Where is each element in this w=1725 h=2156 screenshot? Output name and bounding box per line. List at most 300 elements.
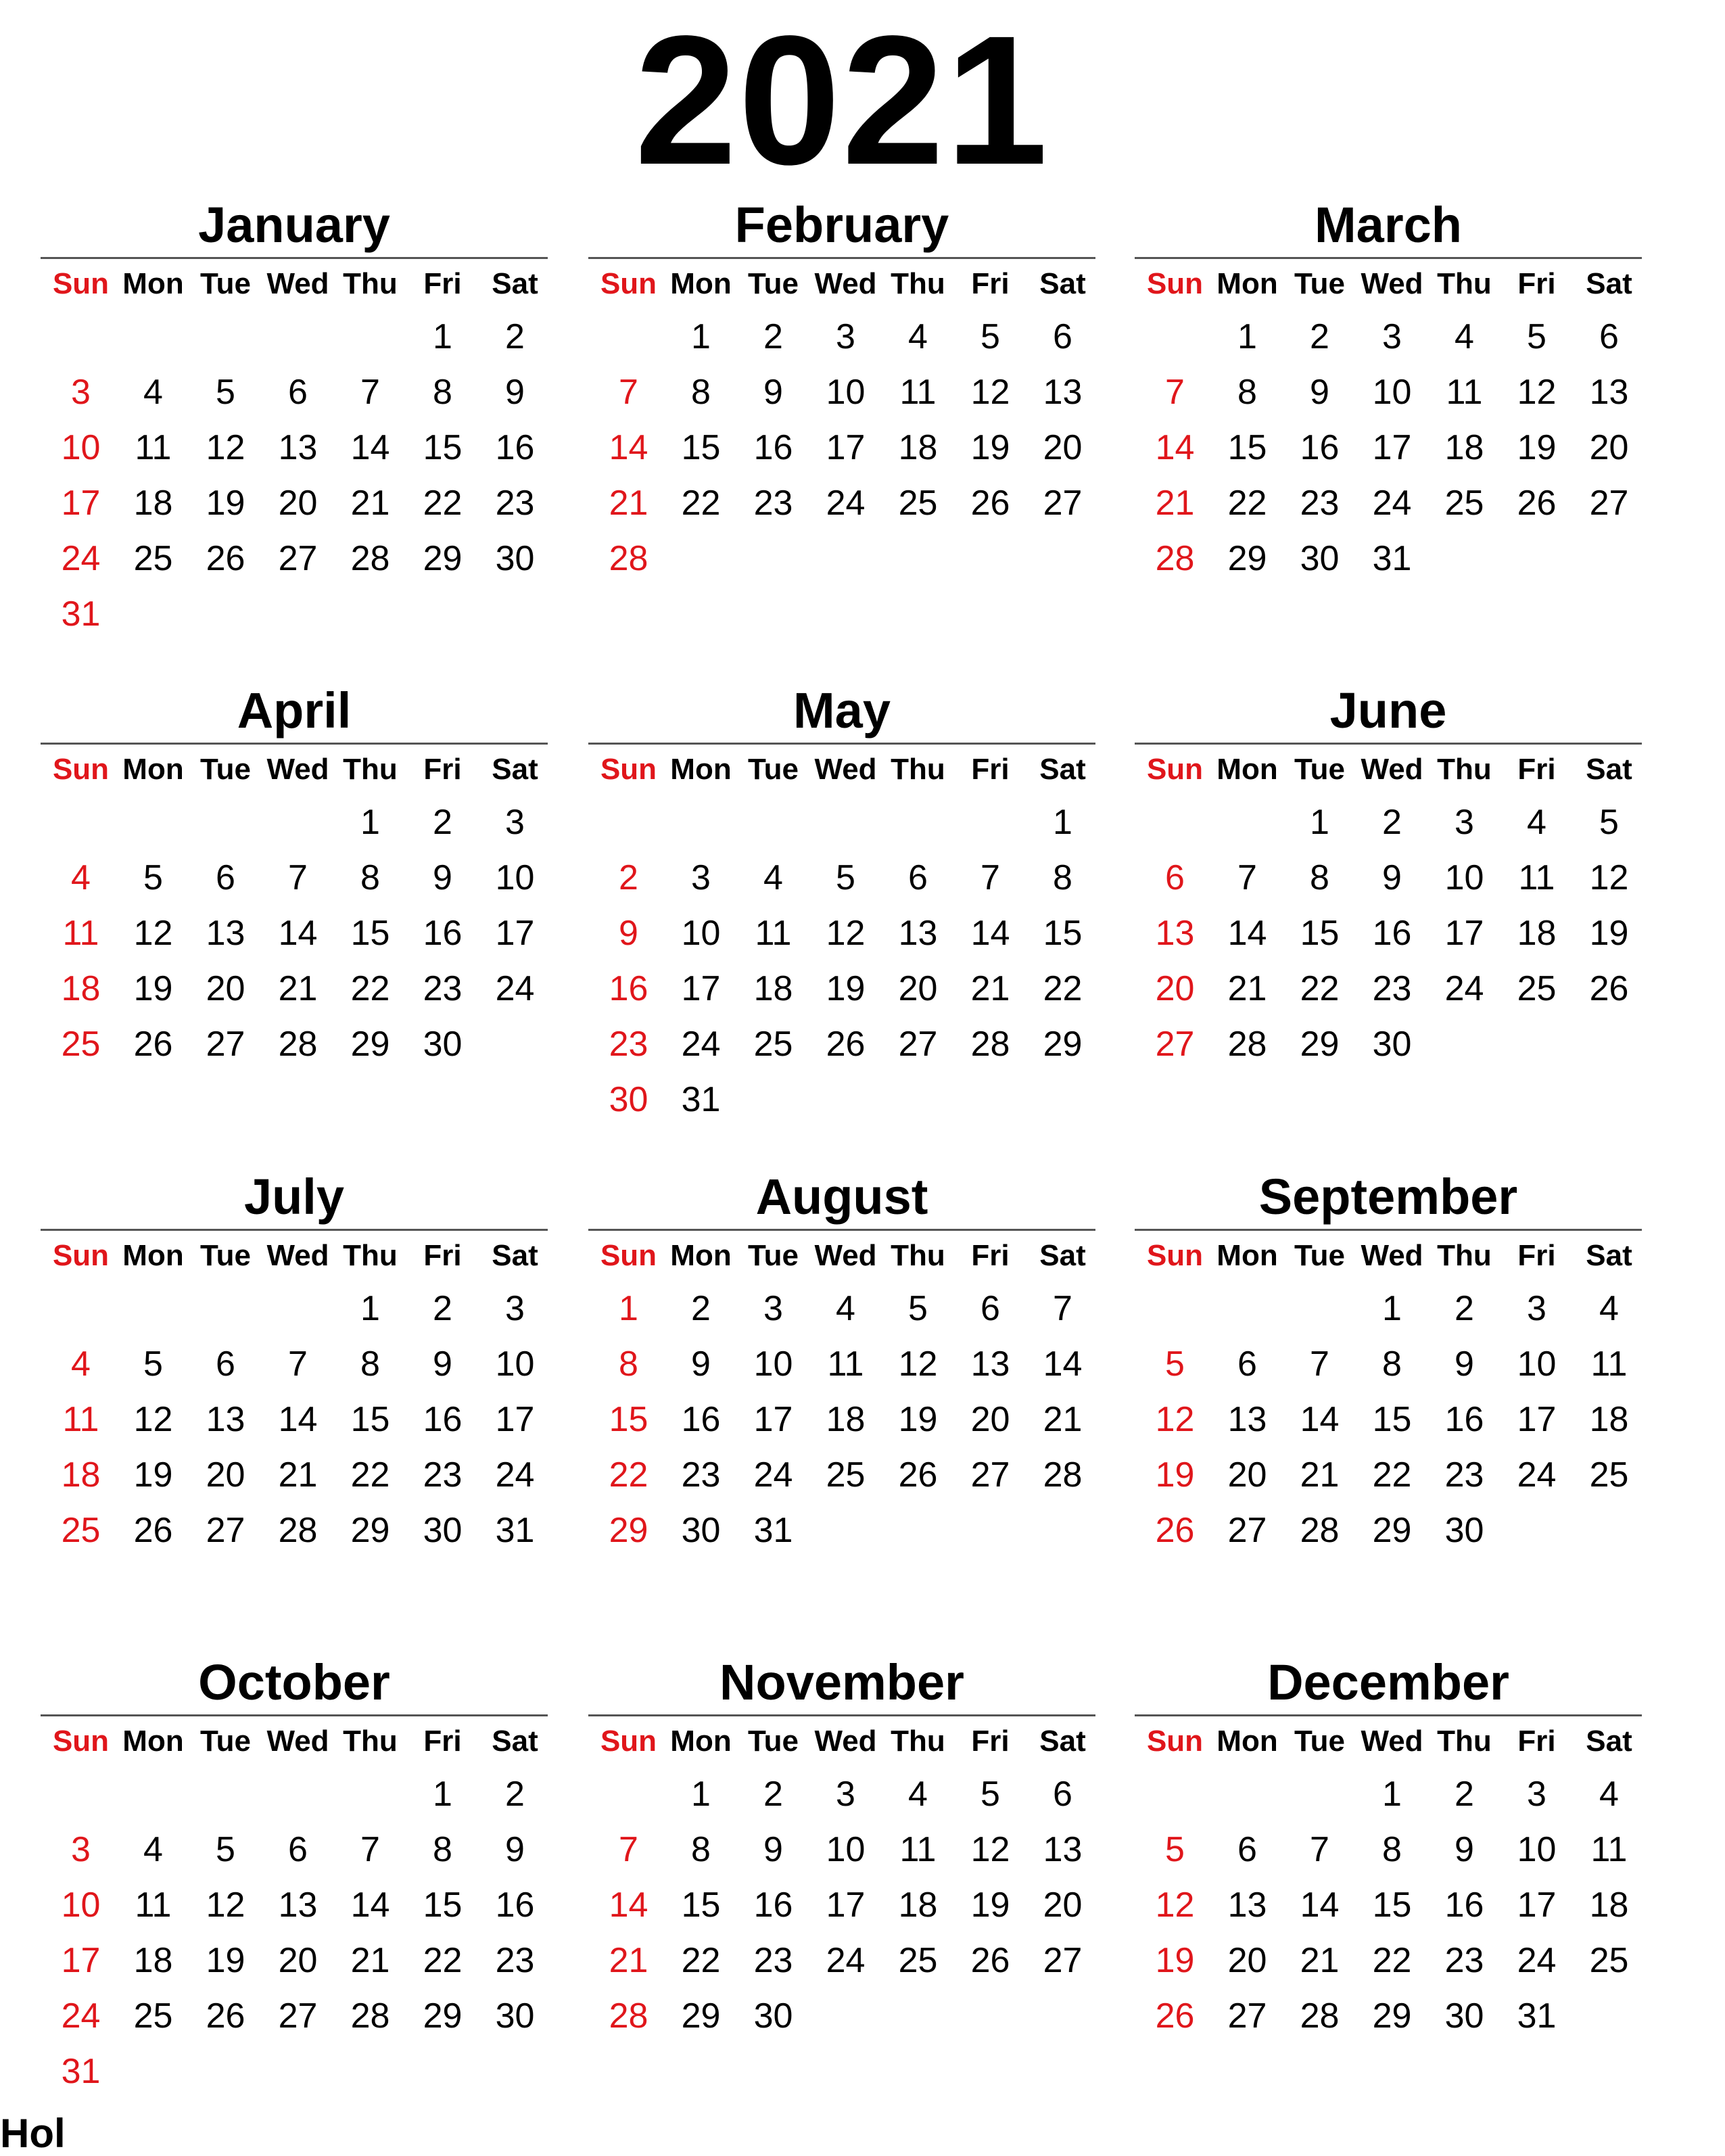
day-cell: 26 [898,1455,938,1495]
day-cell: 20 [278,484,318,523]
day-cell: 29 [423,539,463,578]
day-cell: 19 [970,428,1010,467]
day-cell: 14 [350,1885,390,1925]
day-cell: 20 [898,969,938,1008]
day-cell: 2 [505,1775,525,1814]
weekday-header: Tue [1294,1725,1345,1758]
day-cell: 3 [1527,1775,1546,1814]
day-cell: 20 [1227,1455,1267,1495]
empty-cell [1211,1766,1283,1822]
weekday-header: Thu [891,1239,945,1272]
day-cell: 5 [980,317,1000,356]
weekday-header: Fri [423,267,462,300]
day-cell: 13 [1043,373,1083,412]
month-name [41,1654,548,1716]
day-cell: 3 [1382,317,1402,356]
day-cell: 9 [505,373,525,412]
day-cell: 24 [681,1025,721,1064]
day-cell: 9 [433,858,452,897]
day-cell: 5 [1165,1830,1185,1869]
day-cell: 19 [1589,914,1629,953]
day-cell: 14 [970,914,1010,953]
day-cell: 10 [495,858,535,897]
empty-cell [117,1281,189,1336]
weekday-header: Fri [1517,1725,1556,1758]
day-cell: 3 [836,1775,855,1814]
weekday-header: Sat [1039,1239,1086,1272]
weekday-header: Thu [343,753,398,786]
day-cell: 9 [691,1344,711,1384]
day-cell: 15 [609,1400,648,1439]
empty-cell [262,1766,334,1822]
day-cell: 3 [763,1289,783,1328]
day-cell: 15 [423,1885,463,1925]
month-name [41,682,548,745]
day-cell: 2 [691,1289,711,1328]
month-name-label: August [755,1169,928,1225]
day-cell: 12 [970,373,1010,412]
day-cell: 2 [763,1775,783,1814]
day-cell: 21 [1300,1455,1340,1495]
day-cell: 11 [135,428,172,467]
weekday-header: Fri [1517,1239,1556,1272]
day-cell: 1 [619,1289,638,1328]
day-cell: 18 [753,969,793,1008]
empty-cell [45,1281,117,1336]
day-cell: 30 [681,1511,721,1550]
day-cell: 11 [827,1344,864,1384]
day-cell: 18 [1589,1885,1629,1925]
day-cell: 7 [1310,1830,1329,1869]
weekday-header: Wed [814,267,877,300]
weekday-header: Thu [343,1725,398,1758]
day-cell: 4 [1455,317,1474,356]
weekday-header: Sat [1039,267,1086,300]
weekday-header: Tue [748,753,799,786]
day-cell: 17 [61,484,101,523]
day-cell: 29 [1372,1996,1412,2036]
month-name [588,197,1095,259]
day-cell: 22 [681,484,721,523]
weekday-header: Wed [266,1725,329,1758]
day-cell: 5 [1527,317,1546,356]
month-name-label: December [1267,1654,1509,1710]
day-cell: 12 [1517,373,1557,412]
day-cell: 23 [681,1455,721,1495]
day-cell: 20 [970,1400,1010,1439]
day-cell: 11 [1590,1830,1628,1869]
day-cell: 24 [61,539,101,578]
day-cell: 22 [1372,1455,1412,1495]
day-cell: 18 [61,969,101,1008]
day-cell: 8 [619,1344,638,1384]
day-cell: 10 [1517,1344,1557,1384]
day-cell: 18 [1517,914,1557,953]
day-cell: 23 [423,969,463,1008]
day-cell: 11 [1590,1344,1628,1384]
day-cell: 29 [350,1511,390,1550]
day-cell: 29 [1300,1025,1340,1064]
day-cell: 3 [505,1289,525,1328]
weekday-header: Fri [423,1239,462,1272]
empty-cell [117,1766,189,1822]
day-cell: 1 [691,1775,711,1814]
day-cell: 4 [143,1830,163,1869]
month-name-label: September [1258,1169,1518,1225]
day-cell: 26 [1155,1996,1195,2036]
day-cell: 4 [908,1775,928,1814]
day-cell: 15 [681,428,721,467]
day-cell: 8 [1053,858,1072,897]
day-cell: 3 [691,858,711,897]
day-cell: 6 [1599,317,1619,356]
weekday-header: Sun [52,1725,110,1758]
day-cell: 10 [826,1830,866,1869]
day-cell: 14 [1155,428,1195,467]
day-cell: 15 [681,1885,721,1925]
day-cell: 30 [1444,1511,1484,1550]
day-cell: 4 [763,858,783,897]
weekday-header: Mon [670,1725,732,1758]
weekday-header: Tue [200,753,251,786]
day-cell: 14 [1043,1344,1083,1384]
day-cell: 21 [970,969,1010,1008]
day-cell: 11 [899,373,937,412]
day-cell: 17 [1444,914,1484,953]
day-grid [1139,1231,1642,1558]
weekday-header: Sun [600,1725,657,1758]
day-cell: 12 [826,914,866,953]
weekday-header: Sat [1586,267,1632,300]
weekday-header: Fri [971,267,1010,300]
day-cell: 4 [71,858,91,897]
weekday-header: Sun [52,753,110,786]
day-cell: 9 [1455,1830,1474,1869]
weekday-header: Wed [1361,267,1423,300]
day-cell: 17 [681,969,721,1008]
empty-cell [592,1766,665,1822]
empty-cell [45,795,117,850]
day-cell: 22 [1227,484,1267,523]
day-cell: 18 [1444,428,1484,467]
day-cell: 12 [1155,1400,1195,1439]
day-cell: 21 [1300,1941,1340,1980]
day-cell: 7 [288,858,308,897]
day-cell: 27 [278,1996,318,2036]
weekday-header: Tue [748,1725,799,1758]
day-cell: 12 [1589,858,1629,897]
day-cell: 30 [1372,1025,1412,1064]
day-cell: 6 [1165,858,1185,897]
day-cell: 3 [836,317,855,356]
day-cell: 7 [1310,1344,1329,1384]
month-name-label: June [1329,682,1447,739]
day-cell: 4 [1527,803,1546,842]
day-cell: 7 [980,858,1000,897]
day-cell: 31 [1372,539,1412,578]
day-cell: 8 [360,858,380,897]
day-cell: 16 [423,914,463,953]
day-cell: 28 [1300,1511,1340,1550]
day-cell: 19 [206,1941,245,1980]
day-cell: 19 [133,969,173,1008]
day-grid [592,1231,1095,1558]
empty-cell [45,1766,117,1822]
day-cell: 25 [133,1996,173,2036]
month-name [41,1169,548,1231]
day-cell: 8 [1382,1830,1402,1869]
empty-cell [334,309,406,365]
day-cell: 23 [609,1025,648,1064]
day-cell: 10 [681,914,721,953]
weekday-header: Mon [122,1725,184,1758]
day-cell: 12 [133,914,173,953]
day-cell: 28 [350,1996,390,2036]
day-cell: 16 [753,428,793,467]
day-cell: 10 [1517,1830,1557,1869]
day-cell: 29 [1043,1025,1083,1064]
empty-cell [1283,1281,1356,1336]
day-cell: 26 [133,1511,173,1550]
day-cell: 9 [1455,1344,1474,1384]
day-cell: 24 [1517,1941,1557,1980]
day-cell: 1 [433,317,452,356]
day-cell: 13 [1227,1400,1267,1439]
weekday-header: Sat [1586,1239,1632,1272]
day-cell: 30 [495,1996,535,2036]
day-cell: 4 [71,1344,91,1384]
day-cell: 18 [1589,1400,1629,1439]
weekday-header: Sun [600,267,657,300]
day-cell: 25 [1444,484,1484,523]
day-cell: 13 [278,1885,318,1925]
month-name-label: July [243,1169,345,1225]
empty-cell [1211,795,1283,850]
day-cell: 24 [1517,1455,1557,1495]
empty-cell [1139,795,1211,850]
day-cell: 3 [71,373,91,412]
weekday-header: Thu [891,1725,945,1758]
day-cell: 8 [1382,1344,1402,1384]
day-grid [1139,745,1642,1072]
empty-cell [1211,1281,1283,1336]
day-cell: 24 [1444,969,1484,1008]
day-cell: 14 [278,914,318,953]
day-cell: 22 [681,1941,721,1980]
day-grid [45,745,548,1072]
day-cell: 15 [1372,1885,1412,1925]
day-cell: 30 [1444,1996,1484,2036]
day-cell: 29 [350,1025,390,1064]
weekday-header: Mon [122,1239,184,1272]
day-cell: 19 [1517,428,1557,467]
month-name [1135,1169,1642,1231]
day-cell: 5 [908,1289,928,1328]
day-grid [592,1716,1095,2044]
weekday-header: Fri [1517,267,1556,300]
day-cell: 26 [206,1996,245,2036]
day-cell: 28 [1227,1025,1267,1064]
day-cell: 14 [609,428,648,467]
day-cell: 16 [609,969,648,1008]
day-cell: 12 [206,428,245,467]
day-cell: 31 [61,594,101,634]
weekday-header: Mon [670,753,732,786]
day-grid [45,259,548,642]
day-cell: 8 [360,1344,380,1384]
day-cell: 27 [1155,1025,1195,1064]
day-cell: 18 [898,1885,938,1925]
day-cell: 25 [753,1025,793,1064]
day-cell: 16 [753,1885,793,1925]
weekday-header: Sat [1039,1725,1086,1758]
month-april [41,682,548,1072]
day-cell: 8 [433,1830,452,1869]
day-cell: 20 [1227,1941,1267,1980]
day-cell: 14 [1300,1885,1340,1925]
day-cell: 1 [1310,803,1329,842]
day-cell: 27 [206,1025,245,1064]
weekday-header: Fri [971,753,1010,786]
weekday-header: Thu [891,753,945,786]
month-name [41,197,548,259]
day-cell: 12 [206,1885,245,1925]
day-cell: 22 [350,969,390,1008]
weekday-header: Mon [670,1239,732,1272]
empty-cell [665,795,737,850]
month-july [41,1169,548,1558]
day-cell: 30 [753,1996,793,2036]
day-cell: 25 [133,539,173,578]
day-cell: 5 [143,1344,163,1384]
day-cell: 30 [495,539,535,578]
month-name-label: January [198,197,390,253]
day-cell: 5 [216,1830,235,1869]
day-cell: 9 [433,1344,452,1384]
day-cell: 6 [1237,1830,1257,1869]
day-cell: 2 [763,317,783,356]
day-cell: 4 [1599,1289,1619,1328]
day-cell: 15 [1372,1400,1412,1439]
day-cell: 2 [1455,1289,1474,1328]
day-cell: 26 [970,1941,1010,1980]
month-name-label: February [734,197,949,253]
day-cell: 15 [350,1400,390,1439]
day-cell: 30 [423,1025,463,1064]
empty-cell [334,1766,406,1822]
day-cell: 15 [423,428,463,467]
day-cell: 7 [619,1830,638,1869]
day-cell: 10 [753,1344,793,1384]
day-cell: 25 [1589,1941,1629,1980]
month-name-label: November [719,1654,964,1710]
day-cell: 27 [970,1455,1010,1495]
day-cell: 4 [1599,1775,1619,1814]
day-cell: 8 [691,1830,711,1869]
weekday-header: Wed [266,1239,329,1272]
day-cell: 3 [71,1830,91,1869]
empty-cell [1139,309,1211,365]
weekday-header: Sun [1146,1239,1204,1272]
day-cell: 16 [495,1885,535,1925]
day-cell: 13 [970,1344,1010,1384]
day-cell: 1 [1053,803,1072,842]
month-name [588,682,1095,745]
day-cell: 27 [1227,1996,1267,2036]
weekday-header: Wed [266,267,329,300]
weekday-header: Wed [814,753,877,786]
weekday-header: Wed [1361,1725,1423,1758]
day-cell: 26 [206,539,245,578]
weekday-header: Fri [423,753,462,786]
day-cell: 3 [1455,803,1474,842]
day-cell: 22 [350,1455,390,1495]
day-cell: 13 [898,914,938,953]
day-grid [45,1716,548,2099]
weekday-header: Sat [492,1239,538,1272]
month-june [1135,682,1642,1072]
day-cell: 16 [1372,914,1412,953]
day-cell: 24 [826,1941,866,1980]
day-cell: 21 [278,1455,318,1495]
day-cell: 18 [898,428,938,467]
day-cell: 11 [135,1885,172,1925]
day-cell: 9 [763,373,783,412]
weekday-header: Sun [600,1239,657,1272]
weekday-header: Thu [343,1239,398,1272]
day-cell: 18 [826,1400,866,1439]
day-cell: 10 [495,1344,535,1384]
empty-cell [189,309,262,365]
day-cell: 31 [61,2052,101,2091]
day-cell: 12 [133,1400,173,1439]
day-cell: 19 [1155,1941,1195,1980]
weekday-header: Sat [492,267,538,300]
weekday-header: Fri [423,1725,462,1758]
day-cell: 5 [216,373,235,412]
day-cell: 10 [61,1885,101,1925]
day-cell: 6 [980,1289,1000,1328]
day-cell: 4 [836,1289,855,1328]
day-cell: 22 [1300,969,1340,1008]
day-cell: 12 [970,1830,1010,1869]
empty-cell [737,795,809,850]
month-name [1135,197,1642,259]
day-cell: 21 [278,969,318,1008]
empty-cell [882,795,954,850]
day-cell: 19 [898,1400,938,1439]
day-cell: 30 [1300,539,1340,578]
day-grid [592,745,1095,1127]
day-cell: 17 [826,1885,866,1925]
day-cell: 11 [62,1400,99,1439]
day-cell: 10 [1444,858,1484,897]
day-cell: 27 [898,1025,938,1064]
weekday-header: Sun [1146,753,1204,786]
day-cell: 23 [1444,1455,1484,1495]
day-cell: 17 [753,1400,793,1439]
empty-cell [189,1766,262,1822]
day-cell: 13 [1589,373,1629,412]
month-name [1135,1654,1642,1716]
day-cell: 14 [609,1885,648,1925]
weekday-header: Thu [1437,1725,1492,1758]
day-cell: 6 [908,858,928,897]
day-cell: 23 [1372,969,1412,1008]
weekday-header: Mon [122,753,184,786]
day-cell: 28 [278,1511,318,1550]
month-january [41,197,548,642]
